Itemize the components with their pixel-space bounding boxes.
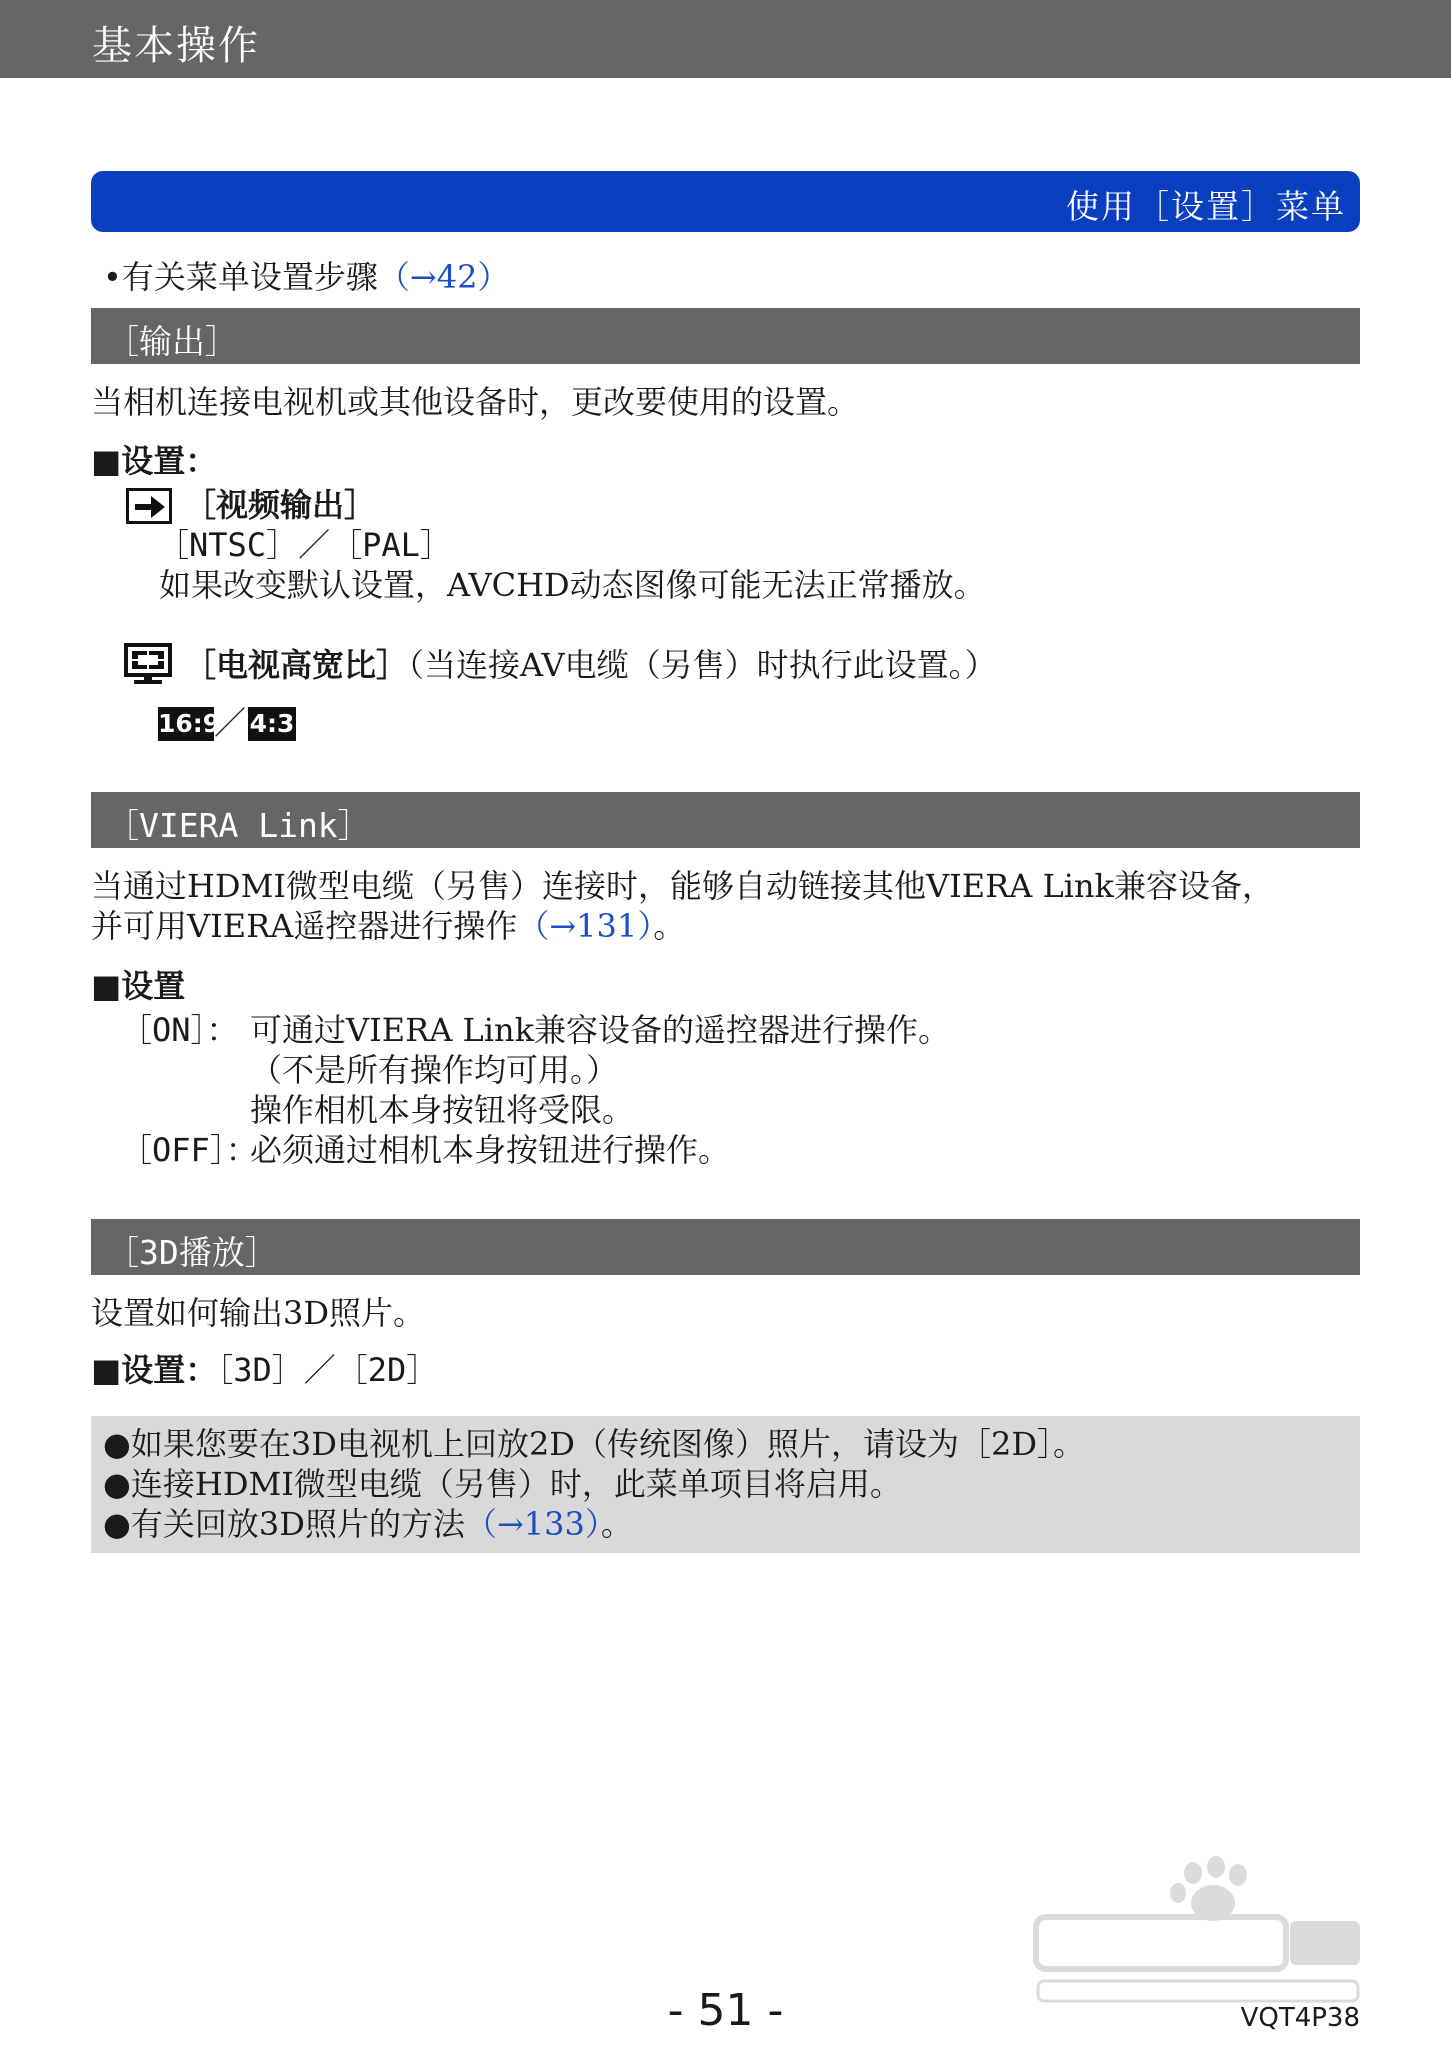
aspect-16-9-icon: 16:9 xyxy=(158,707,214,741)
tv-aspect-line xyxy=(184,645,997,685)
note-line1: ●如果您要在3D电视机上回放2D（传统图像）照片，请设为［2D］。 xyxy=(103,1425,1085,1463)
video-output-arrow-icon xyxy=(126,488,172,524)
viera-on-line1: 可通过VIERA Link兼容设备的遥控器进行操作。 xyxy=(250,1011,950,1049)
output-settings-label: ■设置： xyxy=(91,442,218,480)
note-line2: ●连接HDMI微型电缆（另售）时，此菜单项目将启用。 xyxy=(103,1465,902,1503)
aspect-separator: ／ xyxy=(214,704,247,742)
note-line3-end: 。 xyxy=(600,1505,633,1543)
menu-banner xyxy=(91,171,1360,232)
viera-on-label: ［ON］： xyxy=(120,1011,239,1049)
3d-description: 设置如何输出3D照片。 xyxy=(91,1294,426,1332)
document-code: VQT4P38 xyxy=(1240,2003,1360,2033)
section-viera-title: ［VIERA Link］ xyxy=(106,806,371,845)
viera-settings-label: ■设置 xyxy=(91,967,186,1005)
section-output-title: ［输出］ xyxy=(106,322,238,361)
viera-on-line2: （不是所有操作均可用。） xyxy=(250,1051,619,1089)
video-output-label: ［视频输出］ xyxy=(184,486,377,524)
note-line3 xyxy=(103,1504,633,1544)
intro-page-ref-link[interactable]: （→42） xyxy=(377,258,510,296)
viera-description-text: 并可用VIERA遥控器进行操作 xyxy=(91,907,518,945)
aspect-4-3-icon: 4:3 xyxy=(248,707,296,741)
output-description: 当相机连接电视机或其他设备时，更改要使用的设置。 xyxy=(91,383,860,421)
tv-aspect-icon xyxy=(124,643,172,685)
page-number: - 51 - xyxy=(667,1985,784,2036)
viera-page-ref-link[interactable]: （→131） xyxy=(517,907,654,945)
notes-box xyxy=(91,1416,1360,1553)
intro-bullet: • xyxy=(103,258,122,296)
section-3d-title: ［3D播放］ xyxy=(106,1233,278,1272)
note-page-ref-link[interactable]: （→133） xyxy=(464,1505,601,1543)
intro-line xyxy=(103,257,509,297)
section-output-header xyxy=(91,308,1360,364)
viera-description-line2 xyxy=(91,906,685,946)
3d-settings-line xyxy=(91,1350,438,1390)
note-line3-text: ●有关回放3D照片的方法 xyxy=(103,1505,465,1543)
banner-title: 使用［设置］菜单 xyxy=(1066,187,1346,226)
3d-settings-value: ［3D］／［2D］ xyxy=(217,1351,439,1389)
viera-description-line1: 当通过HDMI微型电缆（另售）连接时，能够自动链接其他VIERA Link兼容设备， xyxy=(91,867,1274,905)
chapter-title: 基本操作 xyxy=(92,23,260,69)
video-output-options: ［NTSC］／［PAL］ xyxy=(157,526,452,564)
viera-off-label: ［OFF］： xyxy=(120,1131,258,1169)
tv-aspect-note: （当连接AV电缆（另售）时执行此设置。） xyxy=(408,646,997,684)
section-viera-header xyxy=(91,792,1360,848)
viera-on-line3: 操作相机本身按钮将受限。 xyxy=(250,1091,635,1129)
video-output-note: 如果改变默认设置，AVCHD动态图像可能无法正常播放。 xyxy=(159,566,986,604)
viera-off-line: 必须通过相机本身按钮进行操作。 xyxy=(250,1131,731,1169)
intro-text: 有关菜单设置步骤 xyxy=(121,258,378,296)
tv-aspect-label: ［电视高宽比］ xyxy=(184,646,409,684)
section-3d-header xyxy=(91,1219,1360,1275)
3d-settings-label: ■设置： xyxy=(91,1351,218,1389)
chapter-header xyxy=(0,0,1451,78)
viera-description-end: 。 xyxy=(653,907,686,945)
